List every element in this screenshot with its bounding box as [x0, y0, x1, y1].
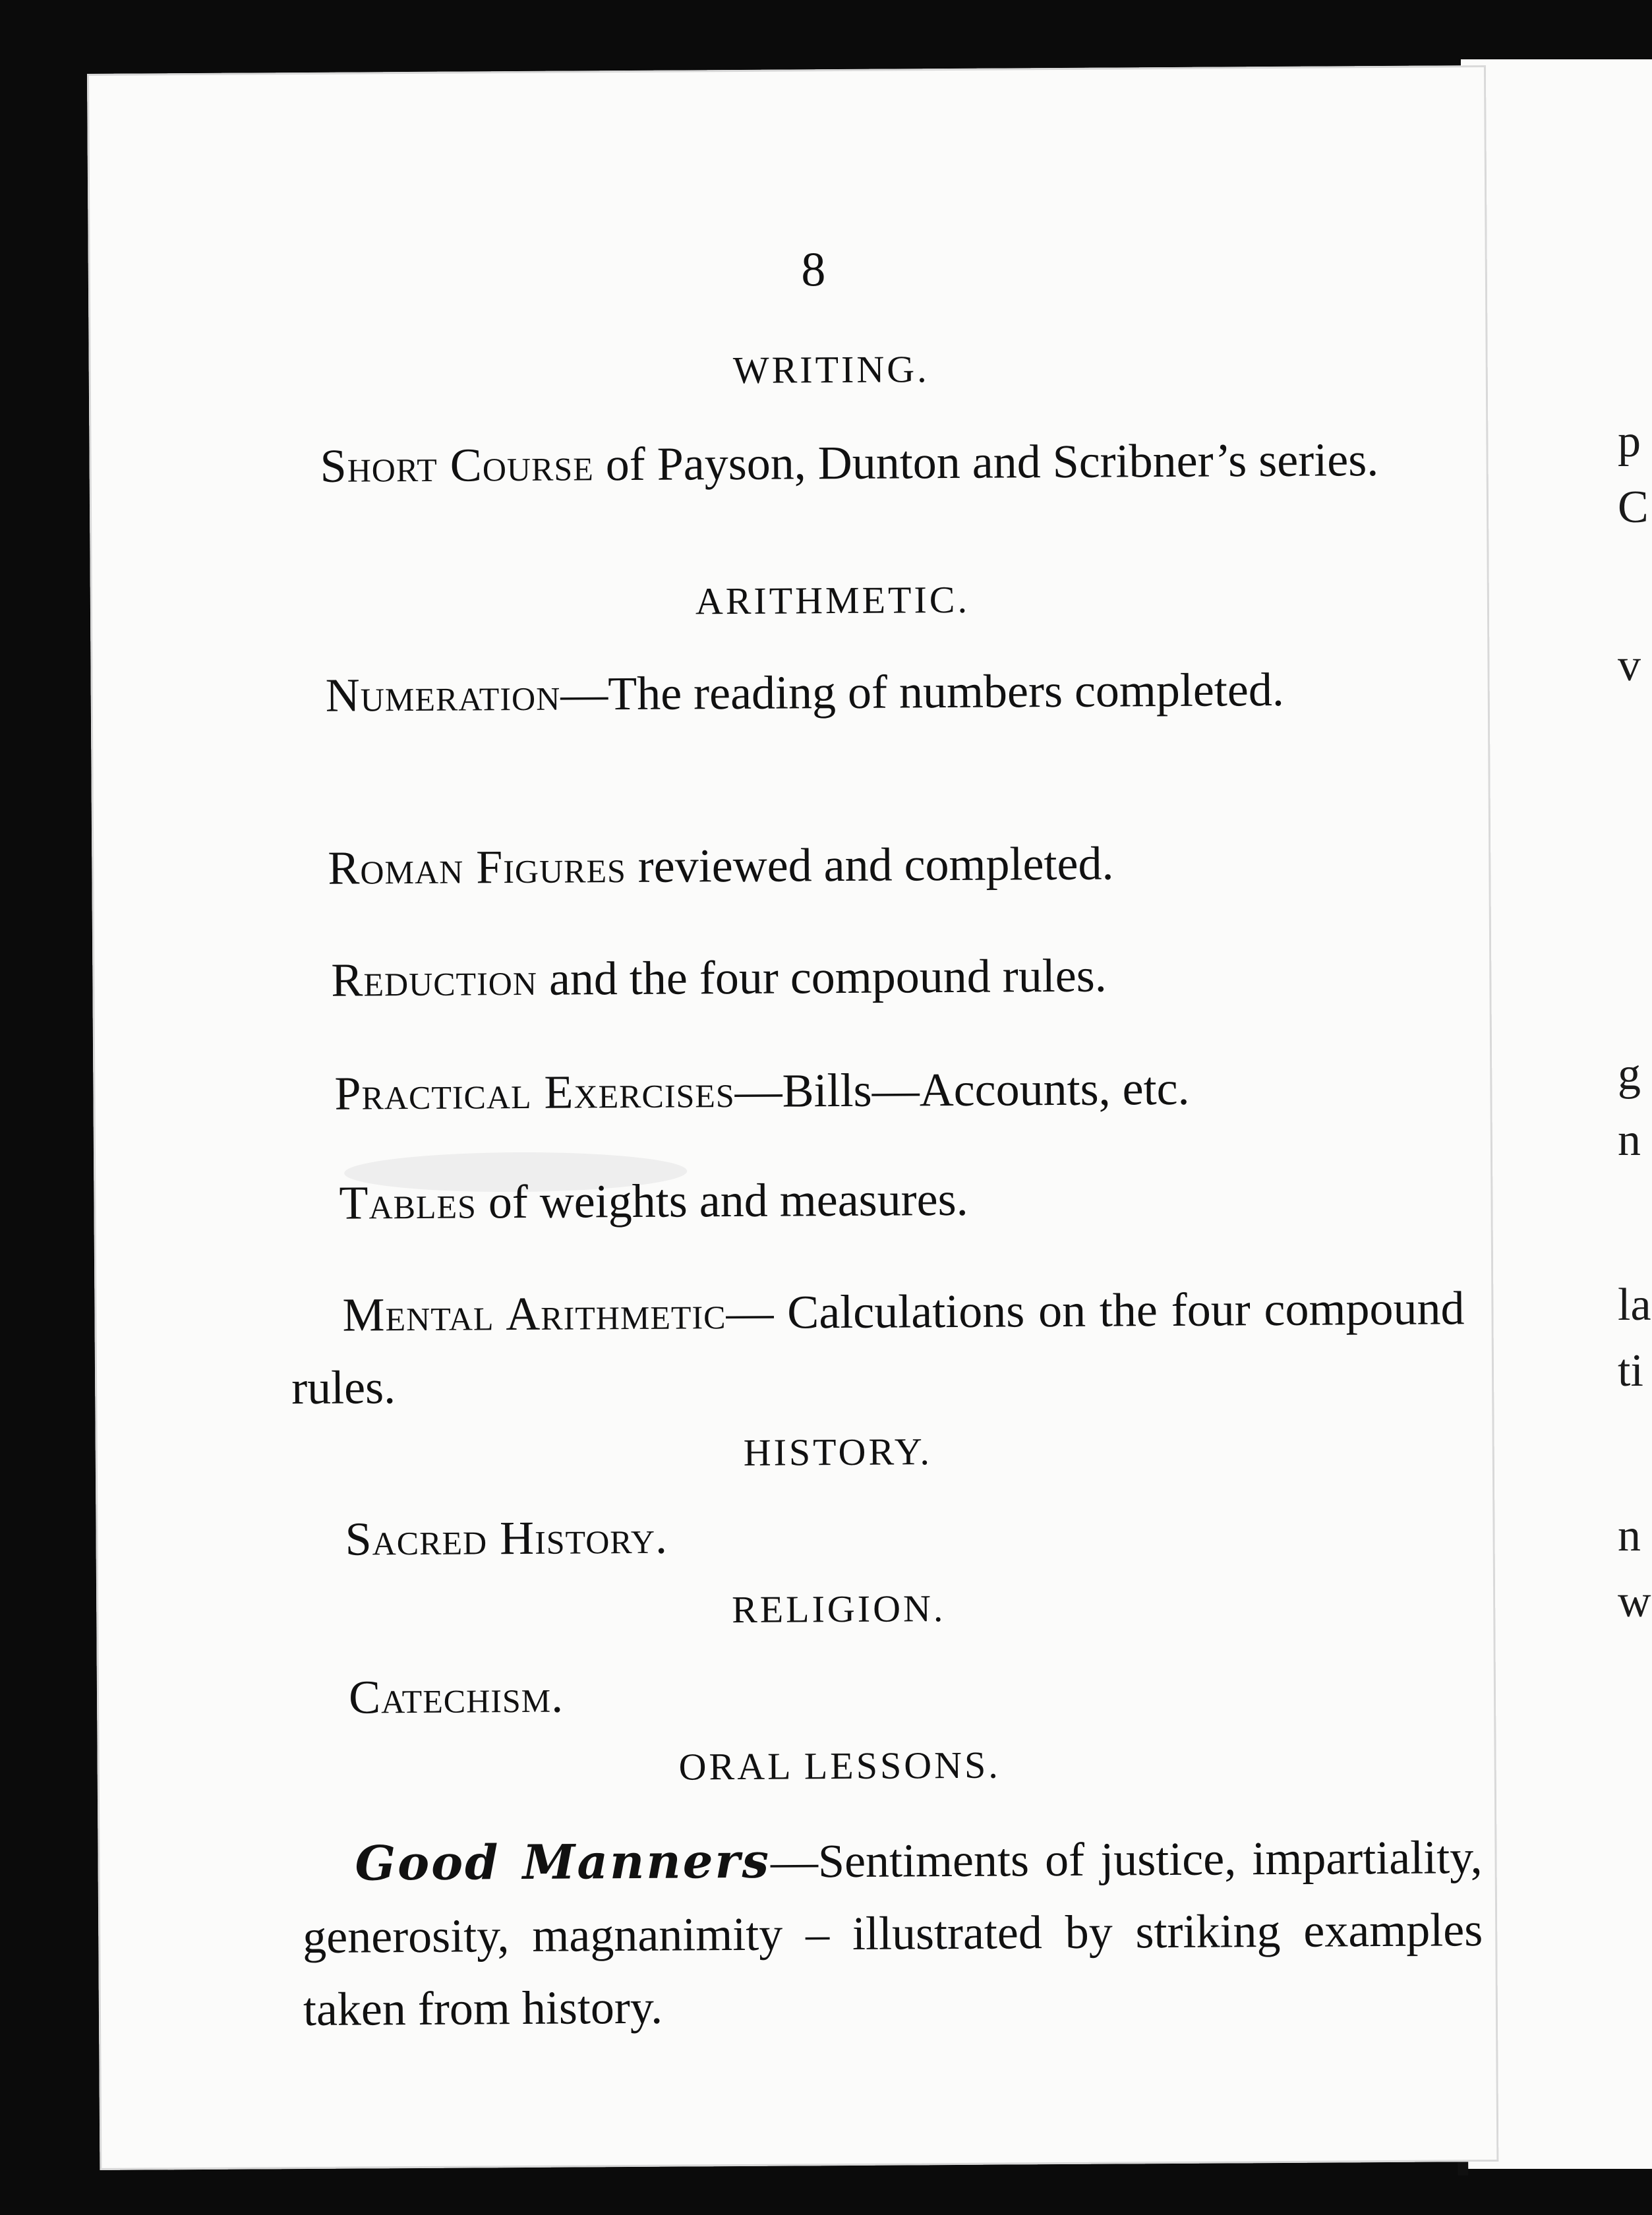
entry-roman-figures — [328, 825, 1449, 904]
entry-numeration — [274, 652, 1448, 732]
entry-text: of weights and measures. — [476, 1172, 968, 1229]
book-page — [87, 65, 1498, 2170]
facing-fragment: n — [1618, 1115, 1641, 1166]
entry-text: — Calculations on the four compound rules. — [291, 1282, 1465, 1415]
entry-text: —The reading of numbers completed. — [560, 663, 1285, 721]
heading-oral-lessons: ORAL LESSONS. — [678, 1743, 1001, 1788]
heading-history: HISTORY. — [743, 1430, 933, 1474]
entry-text: —Sentiments of justice, impartiality, generosity, magnanimity – illustrated by striking examples taken from history. — [303, 1831, 1483, 2036]
entry-text: —Bills—Accounts, etc. — [734, 1061, 1190, 1118]
entry-text: of Payson, Dunton and Scribner’s series. — [593, 433, 1379, 491]
entry-tables — [339, 1160, 1460, 1239]
facing-fragment: n — [1618, 1510, 1641, 1561]
entry-term: Tables — [339, 1175, 477, 1229]
facing-fragment: v — [1618, 640, 1641, 691]
entry-sacred-history — [345, 1496, 1466, 1575]
entry-text: and the four compound rules. — [537, 949, 1107, 1005]
facing-fragment: w — [1618, 1576, 1651, 1627]
heading-writing: WRITING. — [732, 347, 929, 392]
page-content — [87, 65, 1498, 2170]
entry-reduction — [331, 937, 1452, 1016]
entry-term: Roman Figures — [328, 840, 627, 895]
facing-fragment: la — [1618, 1280, 1651, 1330]
entry-term: Reduction — [331, 952, 538, 1007]
entry-mental-arithmetic — [291, 1272, 1465, 1424]
entry-catechism — [349, 1654, 1470, 1733]
entry-short-course — [268, 423, 1442, 502]
entry-practical-exercises — [334, 1050, 1456, 1129]
entry-term: Short Course — [320, 438, 594, 492]
heading-arithmetic: ARITHMETIC. — [695, 577, 970, 623]
facing-fragment: p — [1618, 416, 1641, 467]
entry-term: Numeration — [325, 667, 561, 722]
entry-term: Good Manners — [355, 1832, 771, 1891]
facing-fragment: g — [1618, 1049, 1641, 1100]
entry-term: Practical Exercises — [334, 1065, 735, 1120]
facing-fragment: C — [1618, 482, 1649, 533]
facing-fragment: ti — [1618, 1345, 1643, 1396]
entry-good-manners — [302, 1820, 1483, 2046]
page-number: 8 — [801, 243, 827, 297]
entry-term: Mental Arithmetic — [342, 1286, 726, 1342]
entry-text: reviewed and completed. — [626, 837, 1114, 893]
entry-term: Sacred History. — [345, 1510, 668, 1566]
entry-term: Catechism. — [348, 1669, 564, 1724]
heading-religion: RELIGION. — [731, 1587, 946, 1632]
